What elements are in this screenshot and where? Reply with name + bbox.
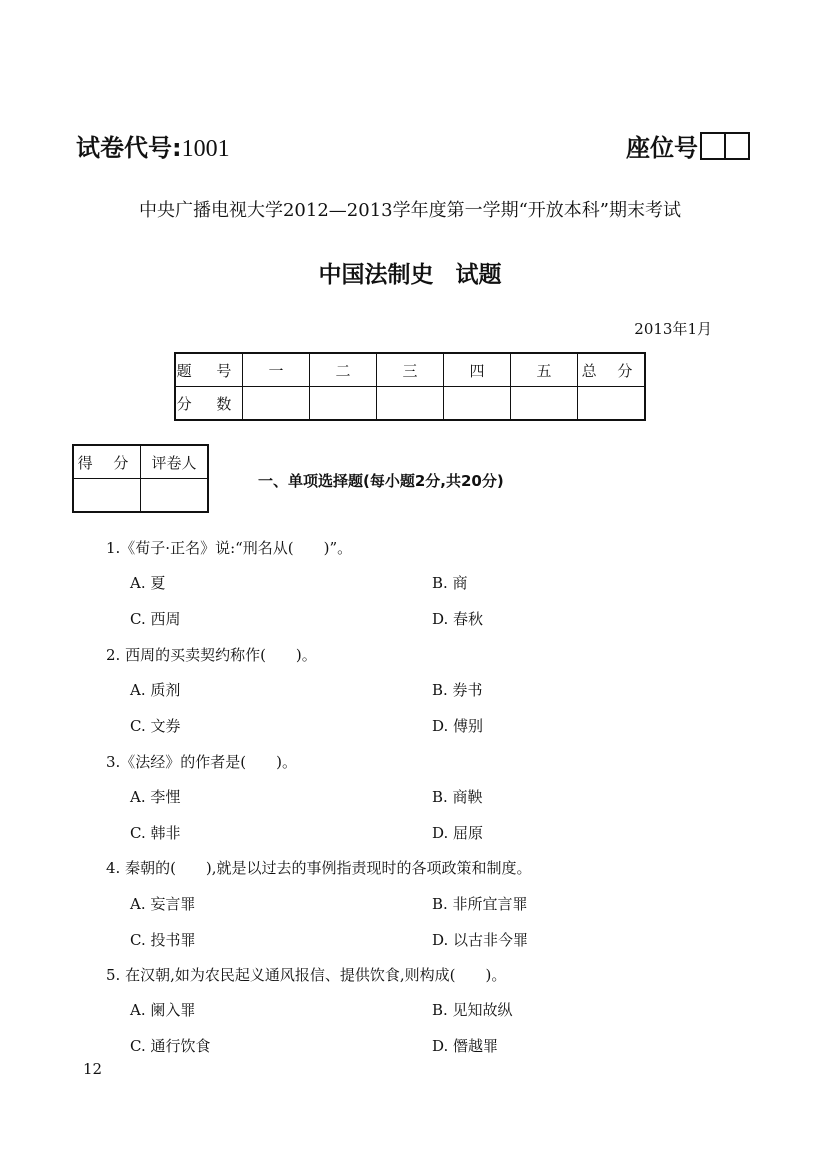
score-table-column: 四 [444,353,511,387]
question-option: D. 春秋 [432,610,484,628]
score-table-column: 二 [310,353,377,387]
question-option: A. 阑入罪 [130,1001,196,1019]
seat-number [626,128,750,163]
question-option: B. 商鞅 [432,788,483,806]
grader-name-cell [141,479,209,513]
question-option: C. 通行饮食 [130,1037,211,1055]
score-cell [444,387,511,421]
grader-label: 评卷人 [141,445,209,479]
seat-number-boxes [700,132,750,160]
score-table-column: 总 分 [578,353,646,387]
question-option: D. 傅别 [432,717,484,735]
seat-label: 座位号 [626,134,698,162]
question-option: D. 僭越罪 [432,1037,499,1055]
score-table-header-row [175,353,645,387]
grader-score-label: 得 分 [73,445,141,479]
exam-code-value: 1001 [181,136,230,162]
score-cell [243,387,310,421]
question-option: A. 妄言罪 [130,895,196,913]
question-option: B. 见知故纵 [432,1001,513,1019]
question-option: A. 夏 [130,574,166,592]
question-option: C. 文券 [130,717,181,735]
score-table-row-label: 题 号 [175,353,243,387]
question-option: C. 韩非 [130,824,181,842]
question-option: D. 屈原 [432,824,484,842]
question-stem: 3.《法经》的作者是( )。 [106,753,298,771]
question-option: A. 质剂 [130,681,181,699]
page-number: 12 [83,1060,103,1078]
score-cell [310,387,377,421]
exam-code [76,128,230,163]
score-cell [511,387,578,421]
question-option: B. 非所宜言罪 [432,895,528,913]
score-cell [578,387,646,421]
question-stem: 4. 秦朝的( ),就是以过去的事例指责现时的各项政策和制度。 [106,859,532,877]
grader-score-cell [73,479,141,513]
question-option: C. 投书罪 [130,931,196,949]
score-table [174,352,646,421]
question-option: B. 商 [432,574,468,592]
score-table-column: 五 [511,353,578,387]
exam-date: 2013年1月 [634,320,712,338]
question-option: D. 以古非今罪 [432,931,529,949]
score-table-column: 三 [377,353,444,387]
question-stem: 2. 西周的买卖契约称作( )。 [106,646,317,664]
score-cell [377,387,444,421]
exam-code-label: 试卷代号: [76,134,182,162]
question-stem: 5. 在汉朝,如为农民起义通风报信、提供饮食,则构成( )。 [106,966,507,984]
score-table-column: 一 [243,353,310,387]
subject-title: 中国法制史 试题 [318,262,502,288]
question-option: A. 李悝 [130,788,181,806]
question-option: B. 券书 [432,681,483,699]
question-stem: 1.《荀子·正名》说:“刑名从( )”。 [106,539,353,557]
section-title: 一、单项选择题(每小题2分,共20分) [258,472,504,490]
question-option: C. 西周 [130,610,181,628]
score-table-row-label: 分 数 [175,387,243,421]
score-table-score-row [175,387,645,421]
grader-table [72,444,209,513]
university-title: 中央广播电视大学2012—2013学年度第一学期“开放本科”期末考试 [138,200,682,221]
